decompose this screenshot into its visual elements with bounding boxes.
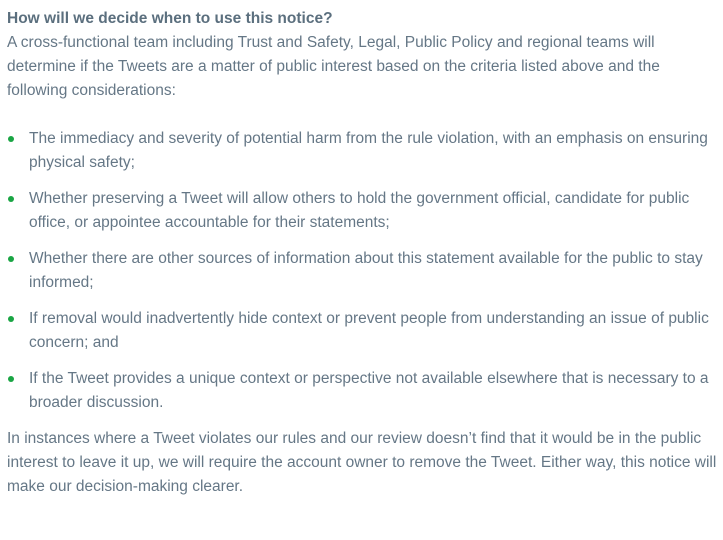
list-item: [7, 127, 719, 175]
article-section: [7, 7, 719, 499]
list-item: [7, 247, 719, 295]
bullet-dot-icon: [8, 376, 14, 382]
bullet-dot-icon: [8, 256, 14, 262]
bullet-dot-icon: [8, 316, 14, 322]
list-item: [7, 187, 719, 235]
list-item-text: If the Tweet provides a unique context or perspective not available elsewhere that is necessary to a broader discussion.: [29, 370, 709, 411]
list-item-text: If removal would inadvertently hide context or prevent people from understanding an issue of public concern; and: [29, 310, 709, 351]
closing-paragraph: In instances where a Tweet violates our rules and our review doesn’t find that it would be in the public interest to leave it up, we will require the account owner to remove the Tweet. Either way, this notice will make our decision-making clearer.: [7, 430, 717, 495]
bullet-dot-icon: [8, 136, 14, 142]
list-item: [7, 307, 719, 355]
considerations-list: [7, 127, 719, 415]
list-item-text: Whether preserving a Tweet will allow others to hold the government official, candidate for public office, or appointee accountable for their statements;: [29, 190, 690, 231]
list-item: [7, 367, 719, 415]
intro-paragraph: A cross-functional team including Trust and Safety, Legal, Public Policy and regional teams will determine if the Tweets are a matter of public interest based on the criteria listed above and the following considerations:: [7, 34, 660, 99]
list-item-text: The immediacy and severity of potential harm from the rule violation, with an emphasis on ensuring physical safety;: [29, 130, 708, 171]
list-item-text: Whether there are other sources of information about this statement available for the public to stay informed;: [29, 250, 703, 291]
section-heading: How will we decide when to use this notice?: [7, 10, 333, 27]
bullet-dot-icon: [8, 196, 14, 202]
